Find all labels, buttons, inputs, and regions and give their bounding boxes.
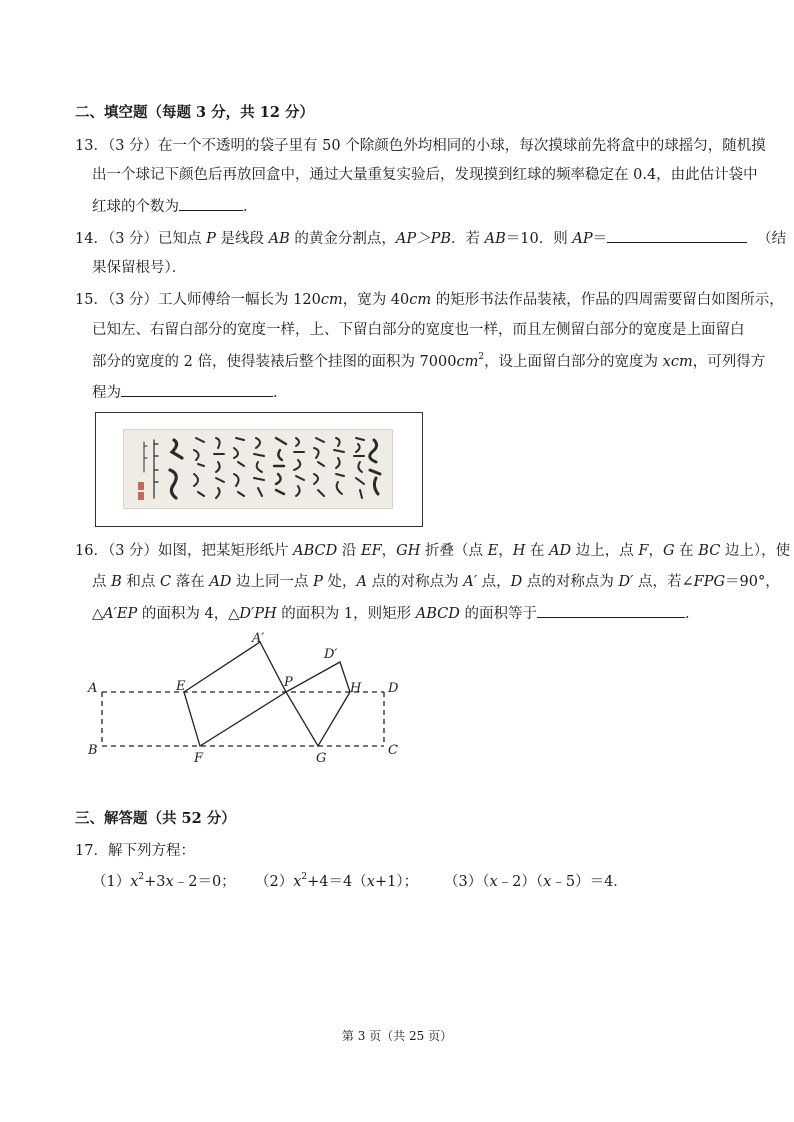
text-segment: A xyxy=(356,574,367,590)
q13-answer-blank[interactable] xyxy=(179,196,243,211)
q13-text: 红球的个数为 xyxy=(92,199,179,215)
text-segment: x xyxy=(366,874,375,890)
text-segment: ， xyxy=(648,543,663,559)
text-segment: 点 xyxy=(92,574,112,590)
label-f: F xyxy=(194,751,204,766)
calligraphy-frame xyxy=(95,412,423,527)
q15-text: 的矩形书法作品装裱，作品的四周需要留白如图所示， xyxy=(431,292,784,308)
label-d-prime: D′ xyxy=(324,647,338,662)
q14-text: ＝ xyxy=(592,231,608,247)
text-segment: D′ xyxy=(618,574,634,590)
q14-var: P xyxy=(206,231,216,247)
label-e: E xyxy=(176,679,186,694)
q15-sup: 2 xyxy=(478,352,485,362)
text-segment: 和点 xyxy=(121,574,160,590)
text-segment: E xyxy=(487,543,499,559)
q14-var: AB xyxy=(484,231,506,247)
q15-text: ，宽为 40 xyxy=(342,292,410,308)
page-footer: 第 3 页（共 25 页） xyxy=(341,1029,453,1043)
q14-text: ＝10．则 xyxy=(505,231,573,247)
q14-text: （结 xyxy=(757,231,787,247)
text-segment: 点，若∠ xyxy=(633,574,694,590)
q15-text: ，可列得方 xyxy=(692,354,766,370)
text-segment: A′ xyxy=(463,574,477,590)
text-segment: 落在 xyxy=(171,574,210,590)
q16-line1 xyxy=(75,541,790,561)
text-segment: 沿 xyxy=(337,543,361,559)
text-segment: （1） xyxy=(92,874,131,890)
q15-line1 xyxy=(75,290,784,310)
text-segment: 在 xyxy=(674,543,699,559)
q14-var: AB xyxy=(268,231,290,247)
q17-part1 xyxy=(92,872,236,892)
text-segment: 处， xyxy=(322,574,357,590)
q14-var: AP＞PB xyxy=(395,231,452,247)
text-segment: AD xyxy=(549,543,572,559)
text-segment: x xyxy=(165,874,174,890)
q15-text: 程为 xyxy=(92,385,121,401)
label-p: P xyxy=(284,675,293,690)
text-segment: 的面积为 4，△ xyxy=(137,606,240,622)
q14-line2: 果保留根号）． xyxy=(92,260,187,276)
text-segment: △ xyxy=(92,606,104,622)
text-segment: （3）（ xyxy=(444,874,490,890)
text-segment: A′EP xyxy=(103,606,138,622)
text-segment: ﹣2）（ xyxy=(497,874,544,890)
q15-line4 xyxy=(92,382,288,403)
text-segment: 2 xyxy=(301,872,308,882)
text-segment: 边上），使 xyxy=(720,543,791,559)
q13-line1: 13．（3 分）在一个不透明的袋子里有 50 个除颜色外均相同的小球，每次摸球前先将盒中的球摇匀，随机摸 xyxy=(75,138,766,154)
text-segment: H xyxy=(512,543,526,559)
text-segment: 点的对称点为 xyxy=(367,574,464,590)
text-segment: ． xyxy=(685,606,700,622)
q13-line3 xyxy=(92,196,258,217)
text-segment: x xyxy=(543,874,552,890)
text-segment: F xyxy=(638,543,649,559)
q14-text: 是线段 xyxy=(215,231,269,247)
text-segment: ﹣2＝0； xyxy=(173,874,236,890)
q15-unit: cm xyxy=(320,292,343,308)
text-segment: 折叠（点 xyxy=(420,543,488,559)
text-segment: x xyxy=(293,874,302,890)
text-segment: ABCD xyxy=(415,606,460,622)
q14-text: 14．（3 分）已知点 xyxy=(75,231,207,247)
text-segment: 16．（3 分）如图，把某矩形纸片 xyxy=(75,543,294,559)
text-segment: ABCD xyxy=(293,543,338,559)
q17-stem: 17．解下列方程： xyxy=(75,843,195,859)
text-segment: x xyxy=(130,874,139,890)
text-segment: B xyxy=(111,574,122,590)
text-segment: D′PH xyxy=(239,606,277,622)
q15-line3 xyxy=(92,352,765,372)
q16-answer-blank[interactable] xyxy=(537,603,685,618)
text-segment: ＝90°， xyxy=(725,574,780,590)
section3-title: 三、解答题（共 52 分） xyxy=(75,810,236,827)
text-segment: D xyxy=(510,574,523,590)
text-segment: EF xyxy=(361,543,382,559)
text-segment: 边上，点 xyxy=(571,543,639,559)
text-segment: 点的对称点为 xyxy=(522,574,619,590)
text-segment: ， xyxy=(381,543,397,559)
seal-stamp xyxy=(138,482,144,490)
label-c: C xyxy=(388,743,398,758)
label-a-prime: A′ xyxy=(252,631,265,646)
q15-answer-blank[interactable] xyxy=(121,382,273,397)
text-segment: G xyxy=(662,543,675,559)
text-segment: 点， xyxy=(476,574,511,590)
text-segment: P xyxy=(313,574,323,590)
text-segment: BC xyxy=(698,543,721,559)
label-g: G xyxy=(316,751,327,766)
text-segment: 的面积等于 xyxy=(459,606,537,622)
label-b: B xyxy=(88,743,98,758)
label-a: A xyxy=(88,681,98,696)
text-segment: 的面积为 1，则矩形 xyxy=(276,606,416,622)
text-segment: x xyxy=(489,874,498,890)
folded-left-quad xyxy=(184,642,286,746)
text-segment: 边上同一点 xyxy=(231,574,314,590)
q17-part3 xyxy=(444,872,628,892)
q14-text: ．若 xyxy=(451,231,485,247)
folded-right-quad xyxy=(286,662,350,746)
label-h: H xyxy=(350,681,362,696)
text-segment: +4＝4（ xyxy=(307,874,367,890)
q15-period: ． xyxy=(273,385,288,401)
text-segment: 2 xyxy=(138,872,145,882)
q15-var: xcm xyxy=(662,354,693,370)
q14-var: AP xyxy=(572,231,593,247)
q13-line2: 出一个球记下颜色后再放回盒中，通过大量重复实验后，发现摸到红球的频率稳定在 0.4，由此估计袋中 xyxy=(92,167,758,183)
text-segment: （2） xyxy=(255,874,294,890)
folding-diagram xyxy=(84,630,414,770)
q14-answer-blank[interactable] xyxy=(607,228,747,243)
q15-line2: 已知左、右留白部分的宽度一样，上、下留白部分的宽度也一样，而且左侧留白部分的宽度是上面留白 xyxy=(92,322,745,338)
text-segment: GH xyxy=(396,543,421,559)
text-segment: AD xyxy=(209,574,232,590)
q15-text: 部分的宽度的 2 倍，使得装裱后整个挂图的面积为 7000 xyxy=(92,354,457,370)
seal-stamp xyxy=(138,492,144,500)
q16-line3 xyxy=(92,603,700,624)
calligraphy-image xyxy=(123,429,393,509)
q14-text: 的黄金分割点， xyxy=(289,231,396,247)
q15-text: ，设上面留白部分的宽度为 xyxy=(484,354,663,370)
q15-unit: cm xyxy=(409,292,432,308)
section2-title: 二、填空题（每题 3 分，共 12 分） xyxy=(75,104,314,121)
text-segment: FPG xyxy=(693,574,726,590)
q13-period: ． xyxy=(243,199,258,215)
q17-part2 xyxy=(255,872,418,892)
text-segment: ， xyxy=(498,543,513,559)
q15-text: 15．（3 分）工人师傅给一幅长为 120 xyxy=(75,292,321,308)
text-segment: C xyxy=(159,574,172,590)
q14-line1 xyxy=(75,228,786,249)
calligraphy-strokes xyxy=(124,430,392,508)
q16-line2 xyxy=(92,572,780,592)
text-segment: +3 xyxy=(144,874,166,890)
label-d: D xyxy=(388,681,399,696)
text-segment: +1）； xyxy=(374,874,419,890)
text-segment: 在 xyxy=(525,543,550,559)
q15-unit: cm xyxy=(456,354,479,370)
text-segment: ﹣5）＝4． xyxy=(551,874,628,890)
